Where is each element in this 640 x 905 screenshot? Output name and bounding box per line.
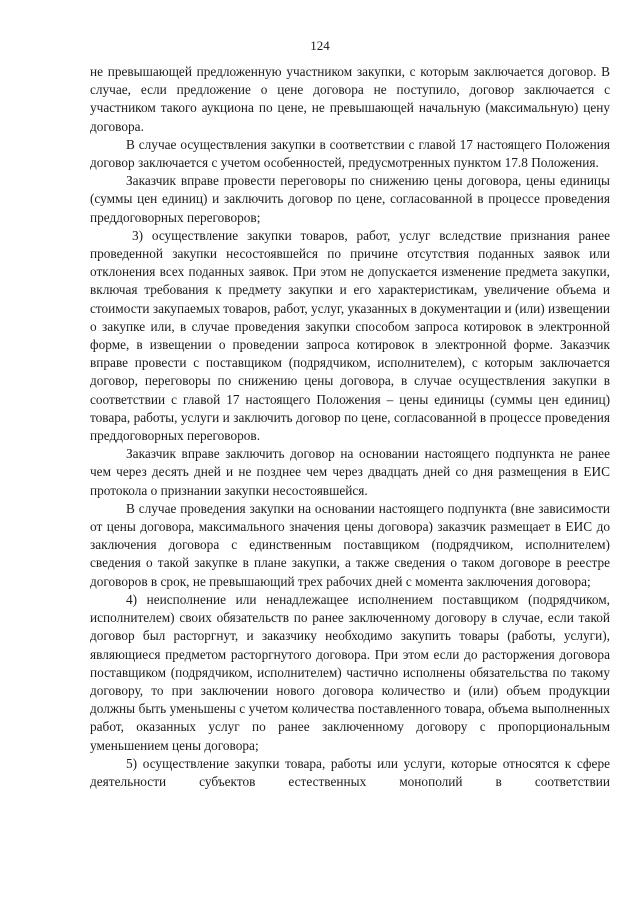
- paragraph-item-5: 5) осуществление закупки товара, работы или услуги, которые относятся к сфере деятельности субъектов естественных монополий в соответствии: [90, 755, 610, 789]
- paragraph-chapter-17-contract: В случае осуществления закупки в соответствии с главой 17 настоящего Положения договор заключается с учетом особенностей, предусмотренных пунктом 17.8 Положения.: [90, 136, 610, 171]
- paragraph-eis-publication: В случае проведения закупки на основании настоящего подпункта (вне зависимости от цены договора, максимального значения цены договора) заказчик размещает в ЕИС до заключения договора с единственным поставщиком (подрядчиком, исполнителем) сведения о такой закупке в плане закупки, а также сведения о таком договоре в реестре договоров в срок, не превышающий трех рабочих дней с момента заключения договора;: [90, 500, 610, 589]
- page-number: 124: [310, 38, 330, 53]
- paragraph-item-4: 4) неисполнение или ненадлежащее исполнением поставщиком (подрядчиком, исполнителем) своих обязательств по ранее заключенному договору в случае, если такой договор был расторгнут, и заказчику необходимо закупить товары (работы, услуги), являющиеся предметом расторгнутого договора. При этом если до расторжения договора поставщиком (подрядчиком, исполнителем) частично исполнены обязательства по такому договору, то при заключении нового договора количество и (или) объем продукции должны быть уменьшены с учетом количества поставленного товара, объема выполненных работ, оказанных услуг по ранее заключенному договору с пропорциональным уменьшением цены договора;: [90, 591, 610, 753]
- paragraph-price-negotiation: Заказчик вправе провести переговоры по снижению цены договора, цены единицы (суммы цен единиц) и заключить договор по цене, согласованной в процессе проведения преддоговорных переговоров;: [90, 173, 610, 225]
- paragraph-item-3: 3) осуществление закупки товаров, работ, услуг вследствие признания ранее проведенной закупки несостоявшейся по причине отсутствия поданных заявок или отклонения всех поданных заявок. При этом не допускается изменение предмета закупки, включая требования к предмету закупки и его характеристикам, увеличение объема и стоимости закупаемых товаров, работ, услуг, указанных в документации и (или) извещении о закупке или, в случае проведения закупки способом запроса котировок в электронной форме, в извещении о проведении запроса котировок в электронной форме. Заказчик вправе провести с поставщиком (подрядчиком, исполнителем), с которым заключается договор, переговоры по снижению цены договора, в случае осуществления закупки в соответствии с главой 17 настоящего Положения – цены единицы (суммы цен единиц) товара, работы, услуги и заключить договор по цене, согласованной в процессе проведения преддоговорных переговоров.: [90, 227, 610, 444]
- paragraph-contract-timing: Заказчик вправе заключить договор на основании настоящего подпункта не ранее чем через десять дней и не позднее чем через двадцать дней со дня размещения в ЕИС протокола о признании закупки несостоявшейся.: [90, 446, 610, 498]
- paragraph-continuation: не превышающей предложенную участником закупки, с которым заключается договор. В случае, если предложение о цене договора не поступило, договор заключается с участником такого аукциона по цене, не превышающей начальную (максимальную) цену договора.: [90, 64, 610, 134]
- document-body: [90, 63, 610, 791]
